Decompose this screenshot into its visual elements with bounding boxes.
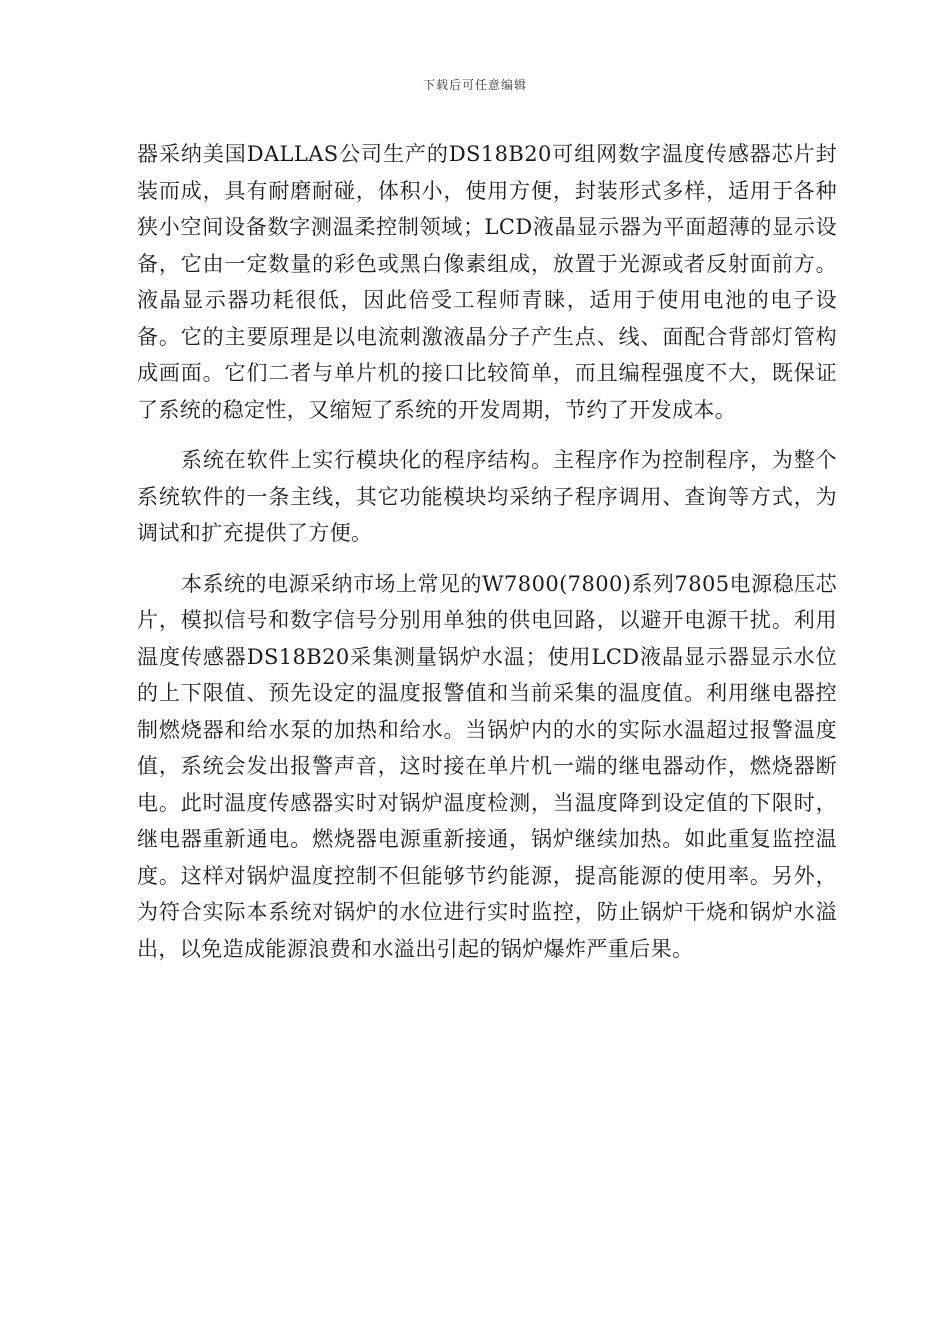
paragraph-software-structure: 系统在软件上实行模块化的程序结构。主程序作为控制程序，为整个系统软件的一条主线，其它功能模块均采纳子程序调用、查询等方式，为调试和扩充提供了方便。 [137, 448, 837, 545]
header-note: 下载后可任意编辑 [422, 78, 527, 92]
paragraph-power-control: 本系统的电源采纳市场上常见的W7800(7800)系列7805电源稳压芯片，模拟信号和数字信号分别用单独的供电回路，以避开电源干扰。利用温度传感器DS18B20采集测量锅炉水温；使用LCD液晶显示器显示水位的上下限值、预先设定的温度报警值和当前采集的温度值。利用继电器控制燃烧器和给水泵的加热和给水。当锅炉内的水的实际水温超过报警温度值，系统会发出报警声音，这时接在单片机一端的继电器动作，燃烧器断电。此时温度传感器实时对锅炉温度检测，当温度降到设定值的下限时，继电器重新通电。燃烧器电源重新接通，锅炉继续加热。如此重复监控温度。这样对锅炉温度控制不但能够节约能源，提高能源的使用率。另外，为符合实际本系统对锅炉的水位进行实时监控，防止锅炉干烧和锅炉水溢出，以免造成能源浪费和水溢出引起的锅炉爆炸严重后果。 [137, 571, 837, 961]
paragraph-sensor-lcd: 器采纳美国DALLAS公司生产的DS18B20可组网数字温度传感器芯片封装而成，具有耐磨耐碰，体积小，使用方便，封装形式多样，适用于各种狭小空间设备数字测温柔控制领域；LCD液晶显示器为平面超薄的显示设备，它由一定数量的彩色或黑白像素组成，放置于光源或者反射面前方。液晶显示器功耗很低，因此倍受工程师青睐，适用于使用电池的电子设备。它的主要原理是以电流刺激液晶分子产生点、线、面配合背部灯管构成画面。它们二者与单片机的接口比较简单，而且编程强度不大，既保证了系统的稳定性，又缩短了系统的开发周期，节约了开发成本。 [137, 142, 837, 422]
body-text [137, 136, 837, 981]
